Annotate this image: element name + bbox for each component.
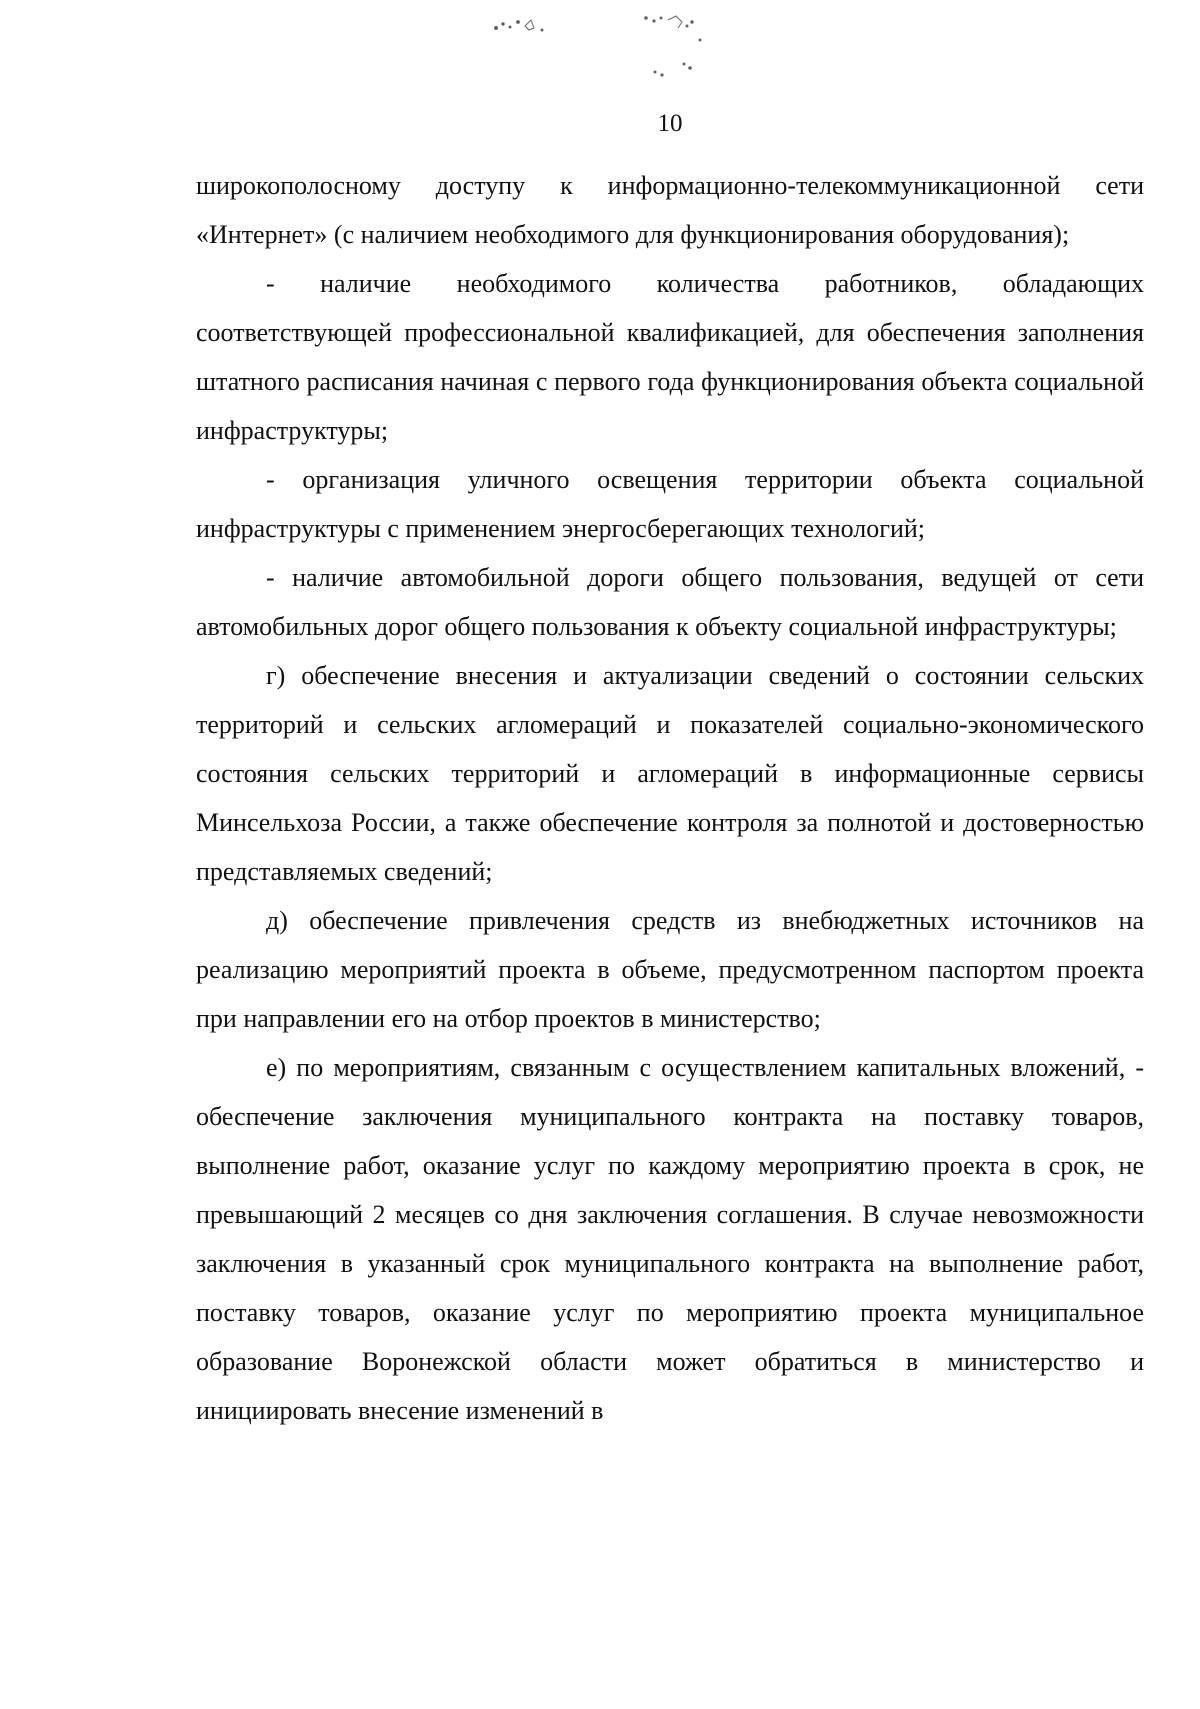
page-number: 10 <box>657 110 683 137</box>
paragraph-staff-qualification: - наличие необходимого количества работников, обладающих соответствующей профессиональной квалификацией, для обеспечения заполнения штатного расписания начиная с первого года функционирования объекта социальной инфраструктуры; <box>196 269 1144 445</box>
paragraph-public-road: - наличие автомобильной дороги общего пользования, ведущей от сети автомобильных дорог общего пользования к объекту социальной инфраструктуры; <box>196 563 1144 641</box>
paragraph-item-g: г) обеспечение внесения и актуализации сведений о состоянии сельских территорий и сельских агломераций и показателей социально-экономического состояния сельских территорий и агломераций в информационные сервисы Минсельхоза России, а также обеспечение контроля за полнотой и достоверностью представляемых сведений; <box>196 661 1144 886</box>
paragraph-street-lighting: - организация уличного освещения территории объекта социальной инфраструктуры с применением энергосберегающих технологий; <box>196 465 1144 543</box>
paragraph-item-e: е) по мероприятиям, связанным с осуществлением капитальных вложений, - обеспечение заключения муниципального контракта на поставку товаров, выполнение работ, оказание услуг по каждому мероприятию проекта в срок, не превышающий 2 месяцев со дня заключения соглашения. В случае невозможности заключения в указанный срок муниципального контракта на выполнение работ, поставку товаров, оказание услуг по мероприятию проекта муниципальное образование Воронежской области может обратиться в министерство и инициировать внесение изменений в <box>196 1053 1144 1425</box>
paragraph-item-d: д) обеспечение привлечения средств из внебюджетных источников на реализацию мероприятий проекта в объеме, предусмотренном паспортом проекта при направлении его на отбор проектов в министерство; <box>196 906 1144 1033</box>
document-body <box>196 161 1144 1435</box>
paragraph-continuation: широкополосному доступу к информационно-телекоммуникационной сети «Интернет» (с наличием необходимого для функционирования оборудования); <box>196 171 1144 249</box>
scan-artifact-marks <box>0 0 1200 100</box>
